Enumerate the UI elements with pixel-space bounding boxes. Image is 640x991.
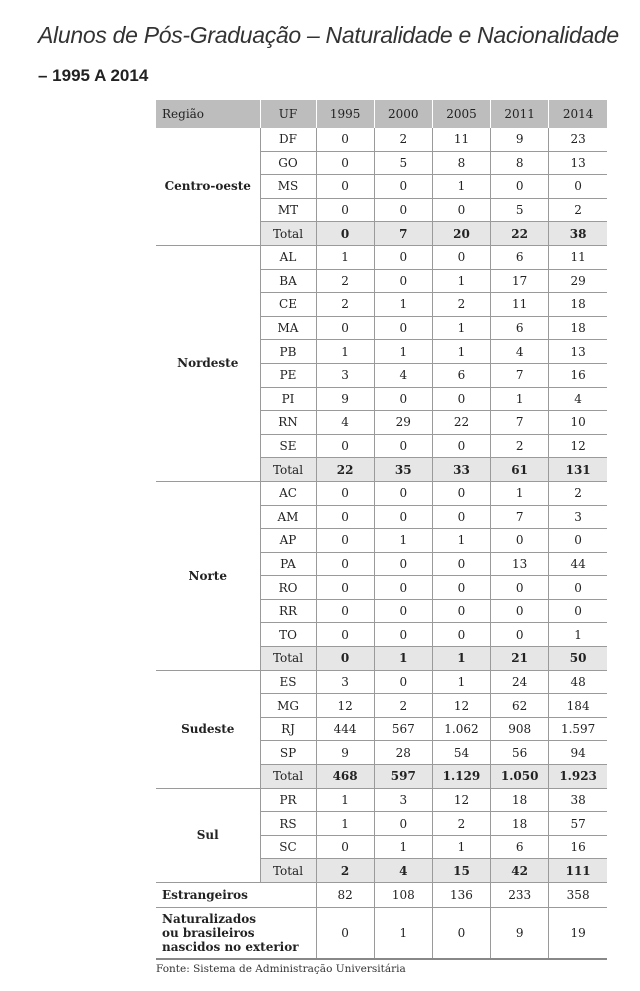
value-cell: 1 [374,908,432,960]
value-cell: 1 [432,269,490,293]
page-subtitle: – 1995 A 2014 [38,66,149,85]
value-cell: 1 [316,340,374,364]
value-cell: 2 [316,269,374,293]
value-cell: 8 [432,151,490,175]
total-label: Total [260,765,316,789]
value-cell: 56 [491,741,549,765]
value-cell: 0 [549,599,607,623]
value-cell: 3 [374,788,432,812]
value-cell: 0 [374,387,432,411]
value-cell: 1.129 [432,765,490,789]
value-cell: 6 [491,835,549,859]
value-cell: 8 [491,151,549,175]
value-cell: 108 [374,883,432,908]
value-cell: 1 [374,340,432,364]
value-cell: 23 [549,128,607,151]
value-cell: 0 [374,552,432,576]
value-cell: 3 [316,670,374,694]
value-cell: 12 [316,694,374,718]
uf-cell: ES [260,670,316,694]
total-label: Total [260,647,316,671]
value-cell: 0 [374,198,432,222]
value-cell: 2 [374,694,432,718]
value-cell: 17 [491,269,549,293]
value-cell: 908 [491,717,549,741]
uf-cell: CE [260,293,316,317]
value-cell: 1 [432,529,490,553]
value-cell: 7 [491,363,549,387]
table-row [156,670,607,694]
region-label: Norte [156,481,260,670]
value-cell: 0 [432,908,490,960]
value-cell: 0 [491,623,549,647]
total-label: Total [260,458,316,482]
value-cell: 444 [316,717,374,741]
value-cell: 94 [549,741,607,765]
total-label: Total [260,859,316,883]
value-cell: 1 [432,340,490,364]
header-year: 2000 [374,100,432,128]
value-cell: 0 [432,245,490,269]
value-cell: 1 [432,835,490,859]
value-cell: 1 [374,529,432,553]
value-cell: 0 [316,151,374,175]
value-cell: 1 [374,647,432,671]
value-cell: 0 [316,505,374,529]
value-cell: 1 [432,647,490,671]
data-table [156,100,607,960]
value-cell: 0 [374,623,432,647]
value-cell: 0 [432,198,490,222]
value-cell: 0 [374,434,432,458]
uf-cell: PA [260,552,316,576]
region-label: Centro-oeste [156,128,260,245]
region-label: Sudeste [156,670,260,788]
foreigners-row [156,883,607,908]
uf-cell: RS [260,812,316,836]
value-cell: 29 [374,411,432,435]
value-cell: 4 [549,387,607,411]
value-cell: 62 [491,694,549,718]
value-cell: 33 [432,458,490,482]
value-cell: 2 [491,434,549,458]
uf-cell: DF [260,128,316,151]
naturalized-row [156,908,607,960]
uf-cell: SC [260,835,316,859]
value-cell: 0 [432,505,490,529]
uf-cell: RR [260,599,316,623]
page-title: Alunos de Pós-Graduação – Naturalidade e Nacionalidade [38,22,619,48]
value-cell: 1 [432,316,490,340]
value-cell: 15 [432,859,490,883]
value-cell: 18 [549,293,607,317]
value-cell: 0 [316,175,374,199]
header-year: 2011 [491,100,549,128]
row-label-line: ou brasileiros [162,926,255,940]
header-region: Região [156,100,260,128]
value-cell: 1 [374,835,432,859]
uf-cell: AC [260,481,316,505]
value-cell: 1 [491,387,549,411]
value-cell: 0 [432,623,490,647]
uf-cell: SE [260,434,316,458]
value-cell: 29 [549,269,607,293]
value-cell: 136 [432,883,490,908]
value-cell: 184 [549,694,607,718]
value-cell: 1 [316,245,374,269]
value-cell: 3 [316,363,374,387]
value-cell: 567 [374,717,432,741]
value-cell: 2 [432,293,490,317]
value-cell: 1 [374,293,432,317]
value-cell: 0 [491,529,549,553]
value-cell: 10 [549,411,607,435]
value-cell: 4 [491,340,549,364]
value-cell: 11 [491,293,549,317]
value-cell: 0 [316,434,374,458]
value-cell: 0 [549,175,607,199]
value-cell: 0 [316,835,374,859]
value-cell: 24 [491,670,549,694]
value-cell: 597 [374,765,432,789]
value-cell: 61 [491,458,549,482]
value-cell: 19 [549,908,607,960]
value-cell: 1 [316,788,374,812]
value-cell: 6 [491,316,549,340]
value-cell: 0 [316,198,374,222]
value-cell: 0 [432,576,490,600]
row-label-line: nascidos no exterior [162,940,299,954]
value-cell: 1.050 [491,765,549,789]
value-cell: 2 [549,481,607,505]
value-cell: 22 [432,411,490,435]
row-label [156,883,316,908]
value-cell: 1.597 [549,717,607,741]
uf-cell: GO [260,151,316,175]
value-cell: 0 [432,552,490,576]
value-cell: 5 [374,151,432,175]
value-cell: 0 [374,316,432,340]
value-cell: 0 [316,576,374,600]
value-cell: 0 [374,599,432,623]
value-cell: 16 [549,363,607,387]
row-label [156,908,316,960]
value-cell: 111 [549,859,607,883]
uf-cell: PB [260,340,316,364]
uf-cell: MA [260,316,316,340]
region-label: Sul [156,788,260,882]
value-cell: 13 [549,151,607,175]
value-cell: 35 [374,458,432,482]
value-cell: 0 [316,647,374,671]
header-year: 2005 [432,100,490,128]
value-cell: 13 [549,340,607,364]
total-label: Total [260,222,316,246]
uf-cell: AP [260,529,316,553]
value-cell: 0 [374,812,432,836]
uf-cell: TO [260,623,316,647]
value-cell: 0 [549,529,607,553]
value-cell: 0 [316,529,374,553]
uf-cell: AM [260,505,316,529]
value-cell: 44 [549,552,607,576]
value-cell: 131 [549,458,607,482]
region-label: Nordeste [156,245,260,481]
header-year: 2014 [549,100,607,128]
value-cell: 358 [549,883,607,908]
value-cell: 22 [316,458,374,482]
value-cell: 20 [432,222,490,246]
value-cell: 18 [549,316,607,340]
value-cell: 0 [432,481,490,505]
value-cell: 0 [491,175,549,199]
uf-cell: PR [260,788,316,812]
table-row [156,481,607,505]
value-cell: 2 [549,198,607,222]
value-cell: 12 [432,694,490,718]
value-cell: 0 [374,481,432,505]
table-header-row [156,100,607,128]
value-cell: 2 [374,128,432,151]
value-cell: 54 [432,741,490,765]
value-cell: 1 [432,175,490,199]
value-cell: 0 [374,269,432,293]
value-cell: 4 [374,859,432,883]
value-cell: 0 [316,908,374,960]
uf-cell: RO [260,576,316,600]
value-cell: 6 [491,245,549,269]
value-cell: 12 [549,434,607,458]
value-cell: 468 [316,765,374,789]
value-cell: 1.923 [549,765,607,789]
value-cell: 233 [491,883,549,908]
row-label-line: Estrangeiros [162,888,248,902]
uf-cell: MS [260,175,316,199]
value-cell: 0 [374,576,432,600]
header-uf: UF [260,100,316,128]
value-cell: 0 [374,670,432,694]
value-cell: 0 [432,387,490,411]
table-body [156,128,607,959]
value-cell: 28 [374,741,432,765]
value-cell: 1.062 [432,717,490,741]
value-cell: 21 [491,647,549,671]
uf-cell: SP [260,741,316,765]
table-row [156,128,607,151]
value-cell: 0 [316,623,374,647]
value-cell: 18 [491,788,549,812]
value-cell: 2 [316,293,374,317]
value-cell: 0 [432,599,490,623]
value-cell: 0 [316,552,374,576]
value-cell: 0 [374,505,432,529]
value-cell: 22 [491,222,549,246]
value-cell: 38 [549,222,607,246]
value-cell: 3 [549,505,607,529]
table-row [156,788,607,812]
value-cell: 4 [374,363,432,387]
value-cell: 9 [491,908,549,960]
value-cell: 11 [549,245,607,269]
value-cell: 1 [549,623,607,647]
value-cell: 50 [549,647,607,671]
value-cell: 13 [491,552,549,576]
value-cell: 0 [316,599,374,623]
value-cell: 0 [491,576,549,600]
value-cell: 16 [549,835,607,859]
value-cell: 0 [316,316,374,340]
value-cell: 2 [432,812,490,836]
value-cell: 1 [432,670,490,694]
value-cell: 7 [374,222,432,246]
uf-cell: MG [260,694,316,718]
value-cell: 12 [432,788,490,812]
value-cell: 5 [491,198,549,222]
row-label-line: Naturalizados [162,912,256,926]
uf-cell: MT [260,198,316,222]
value-cell: 0 [316,481,374,505]
value-cell: 18 [491,812,549,836]
uf-cell: BA [260,269,316,293]
value-cell: 0 [374,175,432,199]
value-cell: 38 [549,788,607,812]
value-cell: 0 [491,599,549,623]
header-year: 1995 [316,100,374,128]
value-cell: 9 [316,387,374,411]
value-cell: 1 [316,812,374,836]
source-note: Fonte: Sistema de Administração Universitária [156,963,406,975]
value-cell: 9 [316,741,374,765]
uf-cell: AL [260,245,316,269]
value-cell: 82 [316,883,374,908]
value-cell: 7 [491,505,549,529]
table-row [156,245,607,269]
value-cell: 6 [432,363,490,387]
value-cell: 0 [432,434,490,458]
uf-cell: RJ [260,717,316,741]
value-cell: 42 [491,859,549,883]
value-cell: 2 [316,859,374,883]
value-cell: 11 [432,128,490,151]
value-cell: 57 [549,812,607,836]
uf-cell: PI [260,387,316,411]
uf-cell: PE [260,363,316,387]
value-cell: 0 [549,576,607,600]
uf-cell: RN [260,411,316,435]
value-cell: 0 [316,222,374,246]
value-cell: 4 [316,411,374,435]
value-cell: 7 [491,411,549,435]
value-cell: 48 [549,670,607,694]
value-cell: 0 [374,245,432,269]
value-cell: 1 [491,481,549,505]
value-cell: 0 [316,128,374,151]
value-cell: 9 [491,128,549,151]
